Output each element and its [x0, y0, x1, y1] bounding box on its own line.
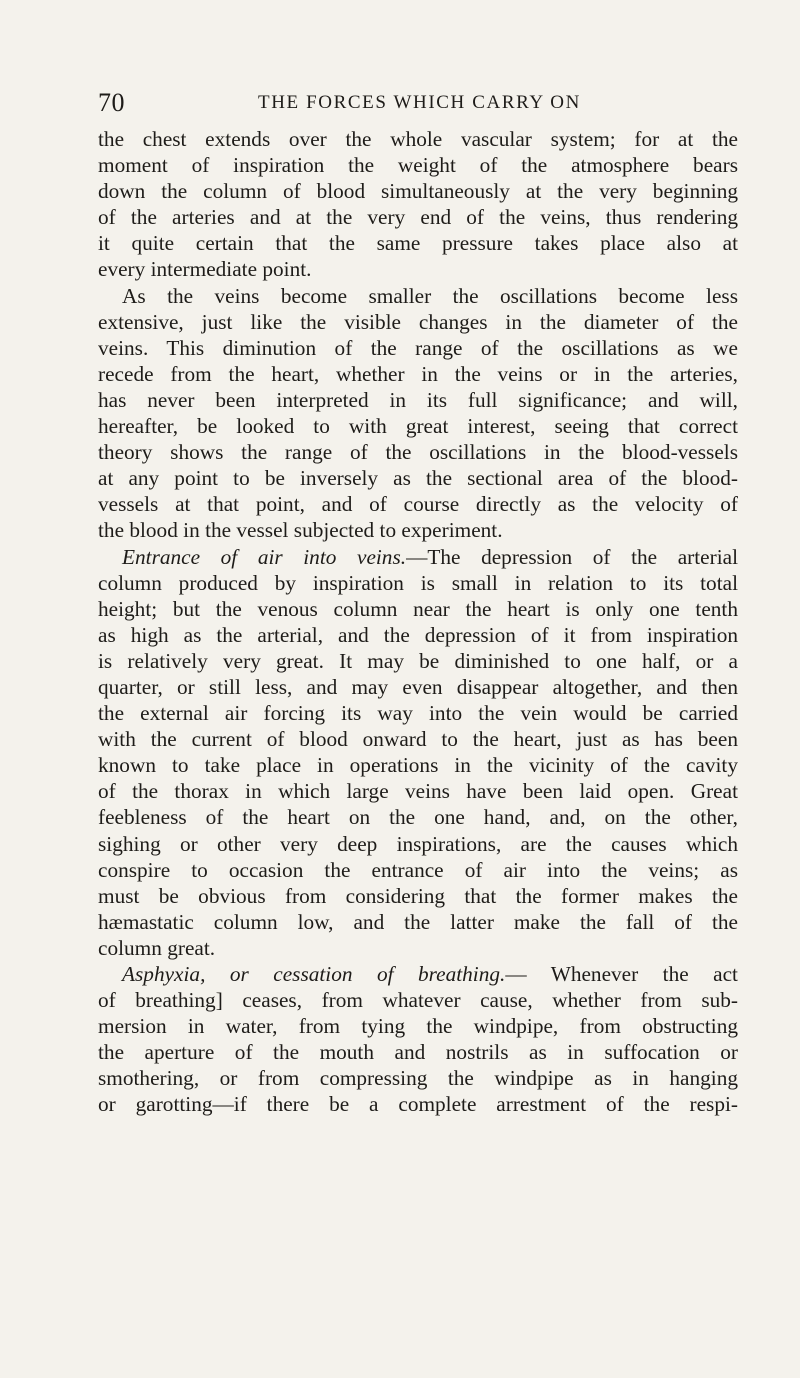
text-line: the external air forcing its way into the vein would be carried [98, 701, 738, 726]
text-line: —The depression of the arterial [406, 544, 738, 569]
text-line: it quite certain that the same pressure takes place also at [98, 231, 738, 256]
text-line: height; but the venous column near the heart is only one tenth [98, 596, 738, 621]
text-line: of the arteries and at the very end of the veins, thus rendering [98, 205, 738, 230]
section-start-line [98, 544, 738, 570]
text-line: extensive, just like the visible changes in the diameter of the [98, 309, 738, 334]
text-line: sighing or other very deep inspirations, are the causes which [98, 831, 738, 856]
text-line: with the current of blood onward to the heart, just as has been [98, 727, 738, 752]
text-line: of breathing] ceases, from whatever cause, whether from sub- [98, 988, 738, 1013]
text-line: every intermediate point. [98, 257, 312, 282]
section-start-line [98, 961, 738, 987]
body-text [98, 126, 738, 1118]
running-head: THE FORCES WHICH CARRY ON [258, 92, 581, 113]
text-line: recede from the heart, whether in the veins or in the arteries, [98, 361, 738, 386]
text-line: vessels at that point, and of course directly as the velocity of [98, 492, 738, 517]
text-line: column great. [98, 935, 216, 960]
text-line: conspire to occasion the entrance of air into the veins; as [98, 857, 738, 882]
text-line: of the thorax in which large veins have been laid open. Great [98, 779, 738, 804]
text-line: known to take place in operations in the vicinity of the cavity [98, 753, 738, 778]
text-line: the chest extends over the whole vascular system; for at the [98, 127, 738, 151]
text-line: the blood in the vessel subjected to experiment. [98, 518, 503, 543]
page-number: 70 [98, 88, 125, 117]
text-line: as high as the arterial, and the depression of it from inspiration [98, 622, 738, 647]
text-line: has never been interpreted in its full significance; and will, [98, 387, 738, 412]
text-line: hereafter, be looked to with great interest, seeing that correct [98, 414, 738, 439]
text-line: smothering, or from compressing the windpipe as in hanging [98, 1066, 738, 1091]
text-line: theory shows the range of the oscillations in the blood-vessels [98, 440, 738, 465]
text-line: — Whenever the act [505, 962, 738, 986]
text-line: must be obvious from considering that the former makes the [98, 883, 738, 908]
text-line: hæmastatic column low, and the latter make the fall of the [98, 909, 738, 934]
page-header [98, 88, 738, 116]
text-line: at any point to be inversely as the sectional area of the blood- [98, 466, 738, 491]
text-line: or garotting—if there be a complete arrestment of the respi- [98, 1092, 738, 1117]
text-line: moment of inspiration the weight of the atmosphere bears [98, 153, 738, 178]
text-line: feebleness of the heart on the one hand, and, on the other, [98, 805, 738, 830]
text-line: is relatively very great. It may be diminished to one half, or a [98, 648, 738, 673]
text-line: down the column of blood simultaneously at the very beginning [98, 179, 738, 204]
text-line: quarter, or still less, and may even disappear altogether, and then [98, 674, 738, 699]
text-line: column produced by inspiration is small in relation to its total [98, 570, 738, 595]
text-line: As the veins become smaller the oscillations become less [122, 283, 738, 308]
text-line: the aperture of the mouth and nostrils as in suffocation or [98, 1040, 738, 1065]
text-line: mersion in water, from tying the windpipe, from obstructing [98, 1014, 738, 1039]
section-heading-entrance: Entrance of air into veins. [122, 544, 407, 569]
text-line: veins. This diminution of the range of the oscillations as we [98, 335, 738, 360]
section-heading-asphyxia: Asphyxia, or cessation of breathing. [122, 962, 506, 986]
